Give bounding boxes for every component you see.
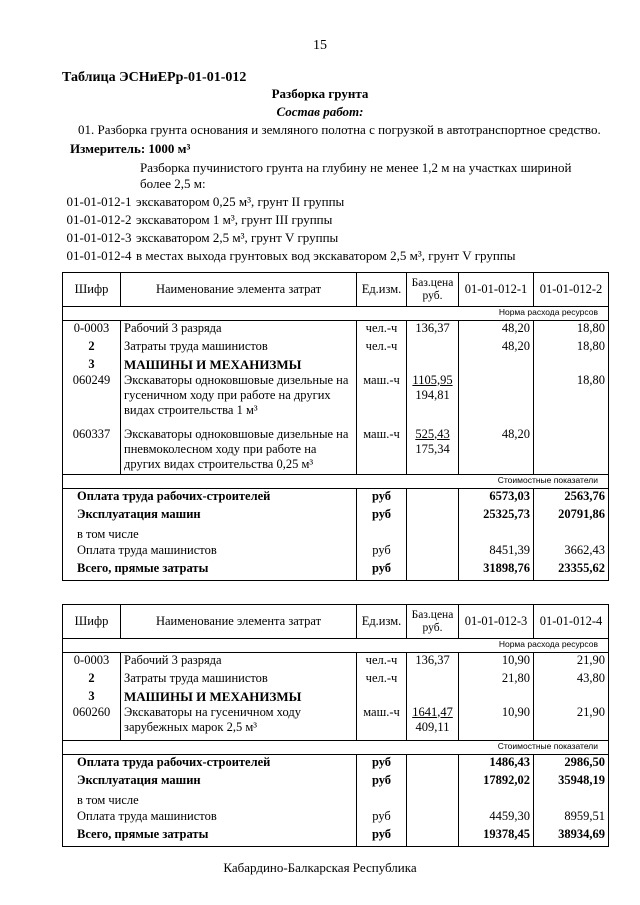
table-row: 060260 Экскаваторы на гусеничном ходу зарубежных марок 2,5 м³ маш.-ч 1641,47 409,11 10,90 21,90 <box>63 705 609 741</box>
cost-row: Оплата труда машинистов руб 8451,39 3662,43 <box>63 543 609 561</box>
code-text: в местах выхода грунтовых вод экскаватором 2,5 м³, грунт V группы <box>136 248 516 263</box>
table-row: 3 МАШИНЫ И МЕХАНИЗМЫ <box>63 689 609 705</box>
price-2: 175,34 <box>415 441 450 456</box>
code-line <box>62 248 516 264</box>
cost-row: в том числе <box>63 793 609 809</box>
price-2: 409,11 <box>415 719 450 734</box>
code-id: 01-01-012-3 <box>66 230 132 245</box>
page-number: 15 <box>313 38 327 53</box>
table-title: Таблица ЭСНиЕРр-01-01-012 <box>62 70 247 85</box>
header-cipher: Шифр <box>63 273 121 307</box>
header-col-b: 01-01-012-2 <box>534 273 609 307</box>
code-line <box>62 230 338 246</box>
cost-row: в том числе <box>63 527 609 543</box>
price-1: 1641,47 <box>412 704 453 719</box>
header-cipher: Шифр <box>63 605 121 639</box>
norm-label: Норма расхода ресурсов <box>63 639 609 653</box>
header-unit: Ед.изм. <box>357 273 407 307</box>
header-name: Наименование элемента затрат <box>121 605 357 639</box>
code-text: экскаватором 0,25 м³, грунт II группы <box>136 194 345 209</box>
cost-row: Оплата труда машинистов руб 4459,30 8959,51 <box>63 809 609 827</box>
section-heading <box>0 86 640 120</box>
cost-row: Всего, прямые затраты руб 19378,45 38934,69 <box>63 827 609 847</box>
header-name: Наименование элемента затрат <box>121 273 357 307</box>
work-item: 01. Разборка грунта основания и земляного полотна с погрузкой в автотранспортное средство. <box>78 122 601 137</box>
meter: Измеритель: 1000 м³ <box>70 141 191 156</box>
cost-row: Оплата труда рабочих-строителей руб 6573,03 2563,76 <box>63 489 609 507</box>
cost-label: Стоимостные показатели <box>63 475 609 489</box>
resource-table-2 <box>62 604 609 847</box>
code-id: 01-01-012-4 <box>66 248 132 263</box>
cost-label: Стоимостные показатели <box>63 741 609 755</box>
description: Разборка пучинистого грунта на глубину не менее 1,2 м на участках шириной более 2,5 м: <box>140 160 572 191</box>
price-1: 1105,95 <box>412 372 453 387</box>
norm-label: Норма расхода ресурсов <box>63 307 609 321</box>
table-row: 060249 Экскаваторы одноковшовые дизельные на гусеничном ходу при работе на других видах строительства 1 м³ маш.-ч 1105,95 194,81 18,80 <box>63 373 609 427</box>
price-2: 194,81 <box>415 387 450 402</box>
heading: Разборка грунта <box>271 86 369 101</box>
cost-row: Эксплуатация машин руб 17892,02 35948,19 <box>63 773 609 793</box>
table-row: 2 Затраты труда машинистов чел.-ч 21,80 43,80 <box>63 671 609 689</box>
header-base-price: Баз.цена руб. <box>407 605 459 639</box>
table-row: 0-0003 Рабочий 3 разряда чел.-ч 136,37 48,20 18,80 <box>63 321 609 339</box>
resource-table-1 <box>62 272 609 581</box>
cost-row: Оплата труда рабочих-строителей руб 1486,43 2986,50 <box>63 755 609 773</box>
code-id: 01-01-012-1 <box>66 194 132 209</box>
composition-label: Состав работ: <box>276 104 364 119</box>
table-row: 0-0003 Рабочий 3 разряда чел.-ч 136,37 10,90 21,90 <box>63 653 609 671</box>
header-col-a: 01-01-012-1 <box>459 273 534 307</box>
cost-row: Всего, прямые затраты руб 31898,76 23355,62 <box>63 561 609 581</box>
table-row: 060337 Экскаваторы одноковшовые дизельные на пневмоколесном ходу при работе на других видах строительства 0,25 м³ маш.-ч 525,43 175,34 48,20 <box>63 427 609 475</box>
cost-row: Эксплуатация машин руб 25325,73 20791,86 <box>63 507 609 527</box>
price-1: 525,43 <box>415 426 450 441</box>
table-row: 3 МАШИНЫ И МЕХАНИЗМЫ <box>63 357 609 373</box>
footer: Кабардино-Балкарская Республика <box>223 860 417 875</box>
code-text: экскаватором 2,5 м³, грунт V группы <box>136 230 339 245</box>
code-line <box>62 212 332 228</box>
header-col-a: 01-01-012-3 <box>459 605 534 639</box>
header-col-b: 01-01-012-4 <box>534 605 609 639</box>
code-line <box>62 194 344 210</box>
table-row: 2 Затраты труда машинистов чел.-ч 48,20 18,80 <box>63 339 609 357</box>
code-text: экскаватором 1 м³, грунт III группы <box>136 212 333 227</box>
header-base-price: Баз.цена руб. <box>407 273 459 307</box>
code-id: 01-01-012-2 <box>66 212 132 227</box>
header-unit: Ед.изм. <box>357 605 407 639</box>
